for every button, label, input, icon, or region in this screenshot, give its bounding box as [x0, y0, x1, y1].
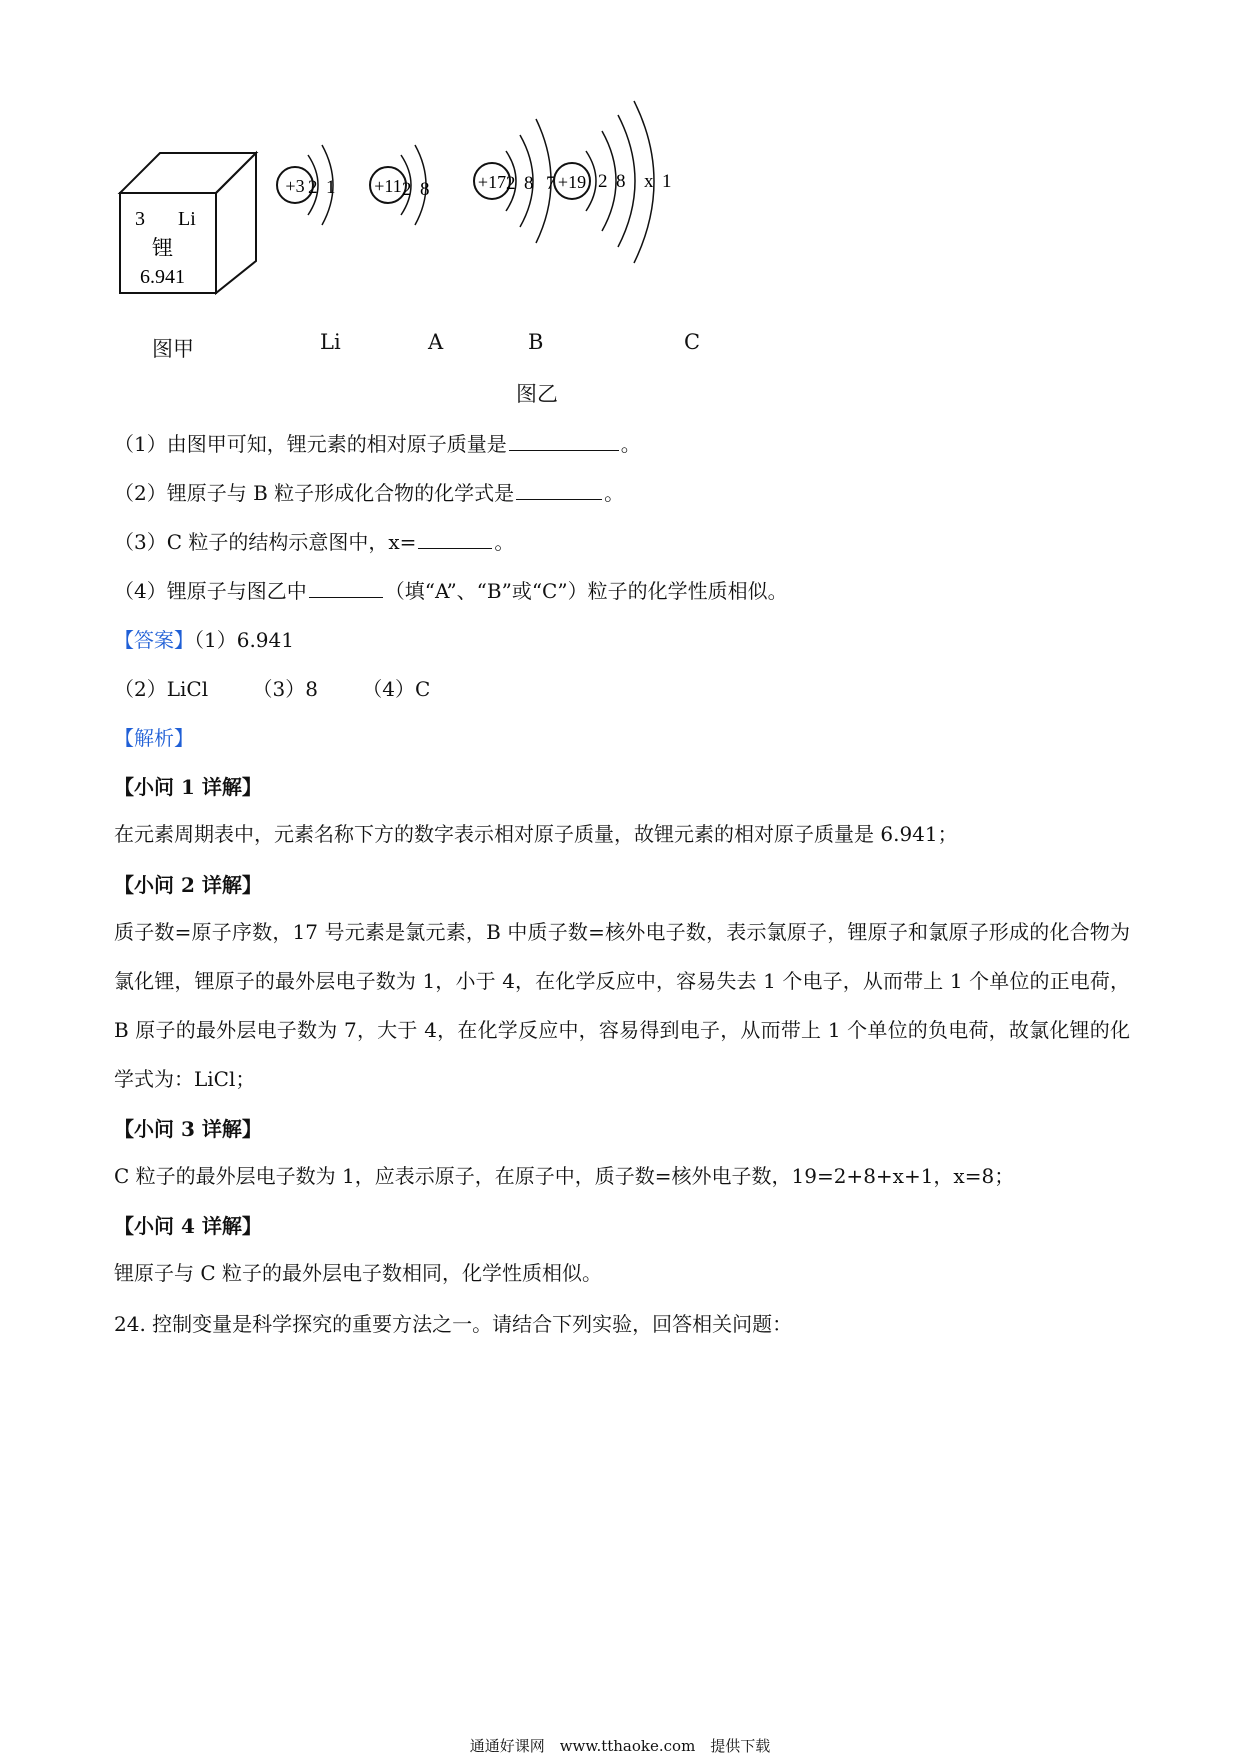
question-3: （3）C 粒子的结构示意图中，x= 。 [114, 530, 515, 554]
particle-label-c: C [684, 330, 701, 354]
answer-line-2 [114, 675, 430, 703]
question-2: （2）锂原子与 B 粒子形成化合物的化学式是 。 [114, 481, 625, 505]
particle-a-shell-1: 2 [402, 179, 412, 200]
analysis-text-3: C 粒子的最外层电子数为 1，应表示原子，在原子中，质子数=核外电子数，19=2+8+x+1，x=8； [114, 1164, 1015, 1188]
particle-c [554, 101, 672, 263]
answer-2: （2）LiCl [114, 677, 209, 701]
page-footer: 通通好课网 www.tthaoke.com 提供下载 [469, 1737, 771, 1755]
particle-c-shell-1: 2 [598, 171, 608, 192]
particle-c-nucleus: +19 [557, 172, 587, 192]
particle-b-shell-2: 8 [524, 173, 534, 194]
atom-structure-figure [100, 95, 760, 305]
question-24: 24. 控制变量是科学探究的重要方法之一。请结合下列实验，回答相关问题： [114, 1312, 793, 1336]
particle-li-shell-2: 1 [326, 177, 336, 198]
particle-b-shell-3: 7 [546, 173, 556, 194]
figure-jia-caption: 图甲 [152, 337, 194, 361]
cube-element-number: 3 [135, 208, 145, 230]
particle-a-nucleus: +11 [374, 176, 402, 196]
analysis-text-4: 锂原子与 C 粒子的最外层电子数相同，化学性质相似。 [114, 1261, 603, 1285]
particle-label-li: Li [320, 330, 341, 354]
answer-blank-4 [309, 577, 383, 598]
answer-4: （4）C [362, 677, 431, 701]
answer-3: （3）8 [252, 677, 318, 701]
question-1: （1）由图甲可知，锂元素的相对原子质量是 。 [114, 432, 641, 456]
particle-b-shell-1: 2 [506, 173, 516, 194]
particle-a [370, 145, 430, 225]
particle-c-shell-4: 1 [662, 171, 672, 192]
answer-label: 【答案】 [114, 628, 194, 652]
analysis-title-2: 【小问 2 详解】 [114, 873, 262, 897]
cube-atomic-mass: 6.941 [140, 266, 185, 288]
answer-blank-2 [516, 479, 602, 500]
particle-li-nucleus: +3 [285, 176, 305, 196]
answer-blank-3 [418, 528, 492, 549]
particle-label-a: A [428, 330, 444, 354]
answer-1: （1）6.941 [194, 628, 294, 652]
particle-li [277, 145, 336, 225]
analysis-title-4: 【小问 4 详解】 [114, 1214, 262, 1238]
analysis-text-1: 在元素周期表中，元素名称下方的数字表示相对原子质量，故锂元素的相对原子质量是 6.941； [114, 822, 958, 846]
particle-c-shell-2: 8 [616, 171, 626, 192]
question-4: （4）锂原子与图乙中 （填“A”、“B”或“C”）粒子的化学性质相似。 [114, 579, 788, 603]
particle-li-shell-1: 2 [308, 177, 318, 198]
analysis-text-2: 质子数=原子序数，17 号元素是氯元素，B 中质子数=核外电子数，表示氯原子，锂原子和氯原子形成的化合物为氯化锂，锂原子的最外层电子数为 1，小于 4，在化学反应中，容易失去 1 个电子，从而带上 1 个单位的正电荷，B 原子的最外层电子数为 7，大于 4，在化学反应中，容易得到电子，从而带上 1 个单位的负电荷，故氯化锂的化学式为：LiCl； [114, 920, 1130, 1091]
particle-c-shell-3: x [644, 171, 654, 192]
analysis-title-3: 【小问 3 详解】 [114, 1117, 262, 1141]
particle-label-b: B [528, 330, 544, 354]
answer-blank-1 [509, 430, 619, 451]
analysis-label: 【解析】 [114, 726, 194, 750]
analysis-title-1: 【小问 1 详解】 [114, 775, 262, 799]
figure-yi-caption: 图乙 [516, 382, 558, 406]
cube-element-name: 锂 [152, 236, 173, 260]
cube-element-symbol: Li [178, 208, 196, 230]
particle-a-shell-2: 8 [420, 179, 430, 200]
particle-b-nucleus: +17 [477, 172, 507, 192]
answer-line-1 [114, 626, 294, 654]
particle-b [474, 119, 556, 243]
